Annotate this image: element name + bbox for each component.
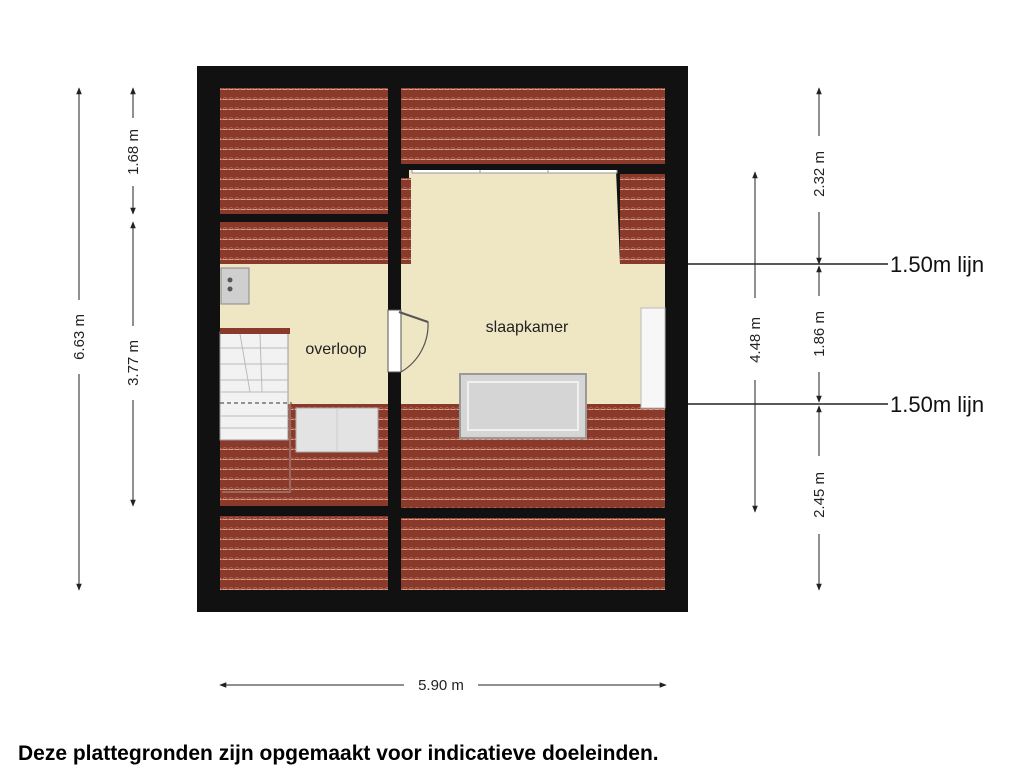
roof-zone-left-bottom <box>220 516 388 590</box>
dim-label-left-bottom: 3.77 m <box>125 340 142 386</box>
roof-zone-right-bottom <box>401 518 665 590</box>
dim-label-left-top: 1.68 m <box>125 129 142 175</box>
inner-wall-right-lower <box>401 508 665 518</box>
roof-zone-left-mid <box>220 222 388 264</box>
slaapkamer-floor-strip <box>401 178 411 264</box>
room-label-overloop: overloop <box>305 341 367 358</box>
roof-zone-left-top <box>220 88 388 214</box>
wardrobe <box>641 308 665 408</box>
dim-label-right-bottom: 2.45 m <box>811 472 828 518</box>
skylight <box>460 374 586 438</box>
dim-label-width: 5.90 m <box>418 677 464 694</box>
disclaimer-text: Deze plattegronden zijn opgemaakt voor indicatieve doeleinden. <box>18 742 659 765</box>
sink-unit <box>221 268 249 304</box>
roof-zone-right-top <box>401 88 665 164</box>
inner-wall-left-upper <box>220 214 388 222</box>
room-label-slaapkamer: slaapkamer <box>485 319 569 336</box>
door-opening <box>388 310 401 372</box>
dim-label-right-middle: 1.86 m <box>811 311 828 357</box>
inner-wall-left-lower <box>220 506 388 516</box>
inner-wall-right-top <box>401 164 665 170</box>
lijn-lower-label: 1.50m lijn <box>890 392 985 417</box>
dim-label-right-top: 2.32 m <box>811 151 828 197</box>
lijn-upper-label: 1.50m lijn <box>890 252 985 277</box>
dim-label-room-height: 4.48 m <box>747 317 764 363</box>
roof-zone-right-gable <box>620 174 665 264</box>
dim-label-total-height: 6.63 m <box>71 314 88 360</box>
